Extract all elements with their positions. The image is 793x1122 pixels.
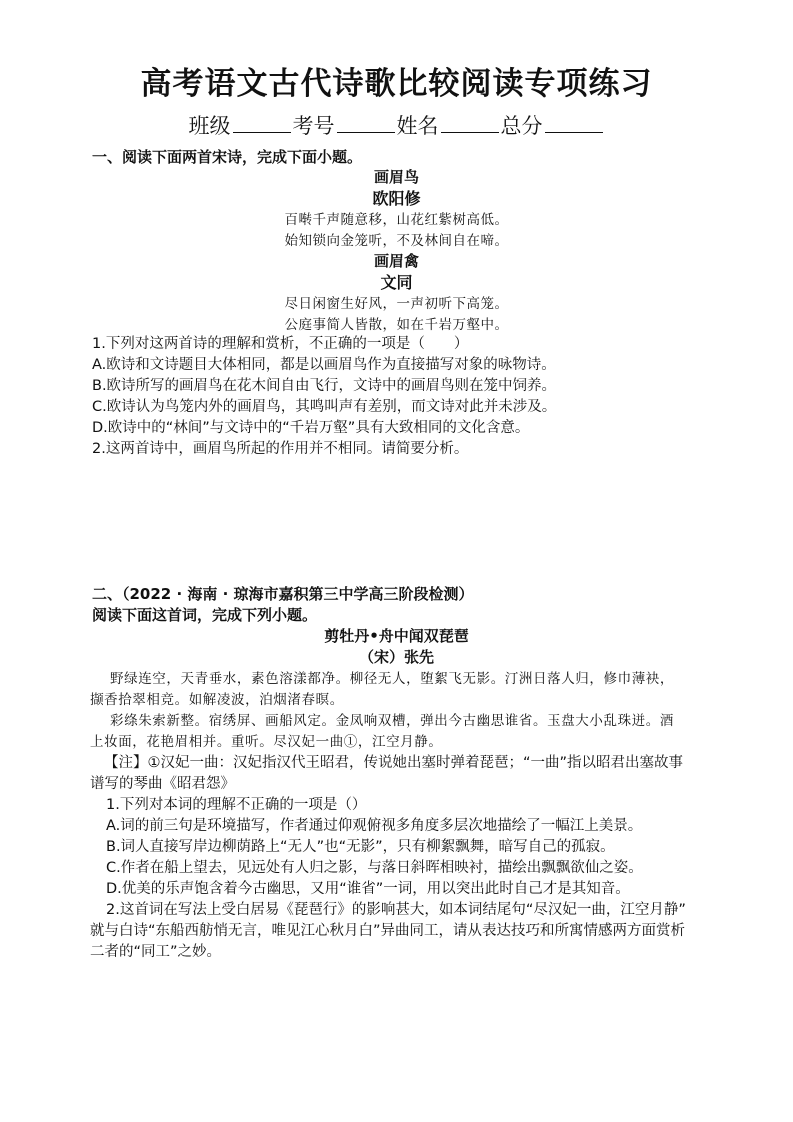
part2-heading: 二、（2022 · 海南 · 琼海市嘉积第三中学高三阶段检测） (92, 585, 474, 603)
poem1-line: 百啭千声随意移，山花红紫树高低。 (284, 212, 509, 228)
ci-note-line: 【注】①汉妃一曲：汉妃指汉代王昭君，传说她出塞时弹着琵琶；“一曲”指以昭君出塞故事 (104, 755, 684, 771)
poem1-author: 欧阳修 (372, 189, 421, 208)
ci-text-line: 野绿连空，天青垂水，素色溶漾都净。柳径无人，堕絮飞无影。汀洲日落人归，修巾薄袂， (110, 671, 674, 687)
part1-question-2: 2.这两首诗中，画眉鸟所起的作用并不相同。请简要分析。 (92, 441, 469, 457)
part1-option-b: B.欧诗所写的画眉鸟在花木间自由飞行，文诗中的画眉鸟则在笼中饲养。 (92, 378, 557, 394)
poem2-line: 尽日闲窗生好风，一声初听下高笼。 (284, 296, 509, 312)
ci-title: 剪牡丹•舟中闻双琵琶 (324, 627, 469, 645)
score-label: 总分 (500, 114, 543, 138)
part2-option-c: C.作者在船上望去，见远处有人归之影，与落日斜晖相映衬，描绘出飘飘欲仙之姿。 (106, 860, 643, 876)
ci-text-line: 上妆面，花艳眉相并。重听。尽汉妃一曲①，江空月静。 (90, 734, 443, 750)
score-blank (545, 116, 603, 133)
part2-question-2: 2.这首词在写法上受白居易《琵琶行》的影响甚大，如本词结尾句“尽汉妃一曲，江空月静” (106, 902, 686, 918)
part2-question-2-cont: 二者的“同工”之妙。 (90, 944, 222, 960)
poem2-title: 画眉禽 (373, 252, 419, 270)
part1-option-a: A.欧诗和文诗题目大体相同，都是以画眉鸟作为直接描写对象的咏物诗。 (92, 357, 556, 373)
ci-text-line: 撷香拾翠相竞。如解凌波，泊烟渚春暝。 (90, 692, 344, 708)
part2-question-1: 1.下列对本词的理解不正确的一项是（） (106, 797, 367, 813)
part2-option-d: D.优美的乐声饱含着今古幽思，又用“谁省”一词，用以突出此时自己才是其知音。 (106, 881, 630, 897)
poem1-title: 画眉鸟 (373, 168, 419, 186)
part2-option-b: B.词人直接写岸边柳荫路上“无人”也“无影”，只有柳絮飘舞，暗写自己的孤寂。 (106, 839, 615, 855)
part1-option-c: C.欧诗认为鸟笼内外的画眉鸟，其鸣叫声有差别，而文诗对此并未涉及。 (92, 399, 557, 415)
part2-question-2-cont: 就与白诗“东船西舫悄无言，唯见江心秋月白”异曲同工，请从表达技巧和所寓情感两方面赏析 (90, 923, 686, 939)
part1-option-d: D.欧诗中的“林间”与文诗中的“千岩万壑”具有大致相同的文化含意。 (92, 420, 530, 436)
poem1-line: 始知锁向金笼听，不及林间自在啼。 (284, 233, 509, 249)
ci-text-line: 彩绦朱索新整。宿绣屏、画船风定。金凤响双槽，弹出今古幽思谁省。玉盘大小乱珠迸。酒 (110, 713, 674, 729)
student-info-line (0, 110, 793, 140)
part1-question-1: 1.下列对这两首诗的理解和赏析，不正确的一项是（ ） (92, 336, 469, 352)
class-blank (233, 116, 291, 133)
name-blank (441, 116, 499, 133)
part2-option-a: A.词的前三句是环境描写，作者通过仰观俯视多角度多层次地描绘了一幅江上美景。 (106, 818, 643, 834)
number-blank (337, 116, 395, 133)
number-label: 考号 (292, 114, 335, 138)
ci-note-line: 谱写的琴曲《昭君怨》 (90, 776, 235, 792)
page-title: 高考语文古代诗歌比较阅读专项练习 (140, 66, 653, 102)
poem2-author: 文同 (380, 273, 413, 292)
ci-author: （宋）张先 (358, 648, 434, 666)
poem2-line: 公庭事简人皆散，如在千岩万壑中。 (284, 317, 509, 333)
name-label: 姓名 (396, 114, 439, 138)
part2-instruction: 阅读下面这首词，完成下列小题。 (92, 606, 318, 624)
part1-heading: 一、阅读下面两首宋诗，完成下面小题。 (92, 148, 363, 166)
class-label: 班级 (188, 114, 231, 138)
